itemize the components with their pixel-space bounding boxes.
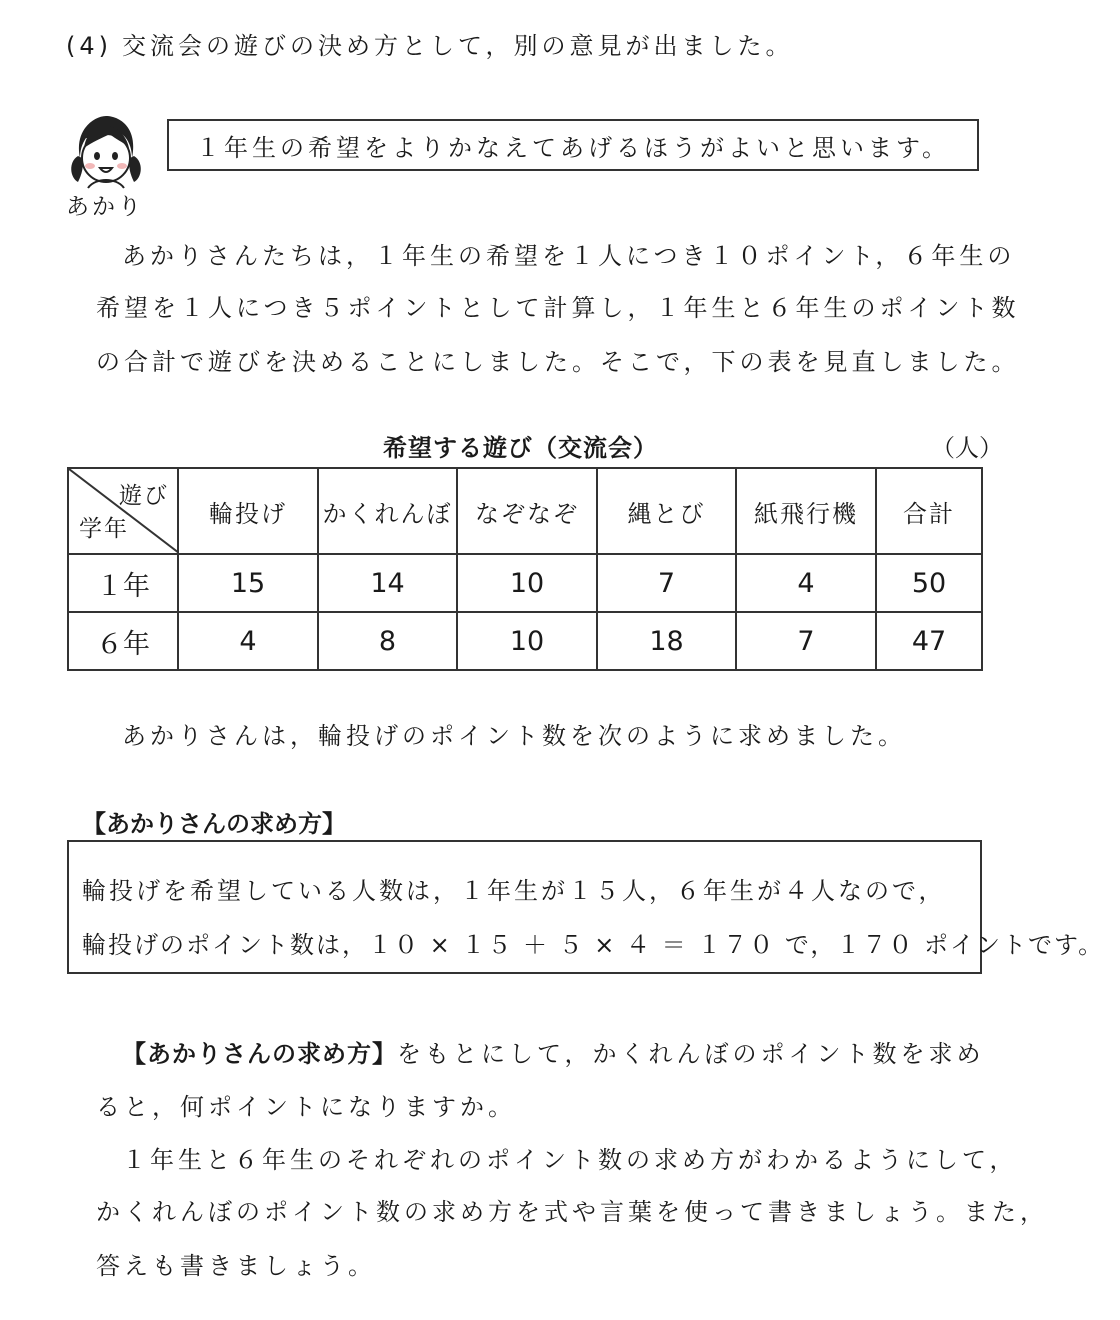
table-header-row: [68, 468, 982, 554]
paragraph-4-line-1: １年生と６年生のそれぞれのポイント数の求め方がわかるようにして，: [122, 1146, 1018, 1174]
table-corner-cell: [68, 468, 178, 554]
cell-value: 4: [178, 612, 318, 670]
table-title: 希望する遊び（交流会）: [383, 434, 658, 462]
question-intro: 交流会の遊びの決め方として，別の意見が出ました。: [122, 32, 794, 60]
cell-value: 10: [457, 612, 597, 670]
speech-text: １年生の希望をよりかなえてあげるほうがよいと思います。: [195, 133, 951, 162]
method-title: 【あかりさんの求め方】: [82, 810, 346, 838]
corner-label-play: 遊び: [119, 483, 169, 509]
corner-label-grade: 学年: [79, 516, 129, 542]
paragraph-1-line-3: の合計で遊びを決めることにしました。そこで，下の表を見直しました。: [96, 348, 1020, 376]
paragraph-3-rest: をもとにして，かくれんぼのポイント数を求め: [397, 1040, 985, 1068]
row-grade-1: １年: [68, 554, 178, 612]
cell-value: 4: [736, 554, 876, 612]
cell-value: 15: [178, 554, 318, 612]
cell-value: 8: [318, 612, 457, 670]
paragraph-2: あかりさんは，輪投げのポイント数を次のように求めました。: [122, 722, 906, 750]
girl-avatar-icon: [66, 112, 146, 192]
paragraph-1-line-2: 希望を１人につき５ポイントとして計算し，１年生と６年生のポイント数: [96, 294, 1020, 322]
header-total: 合計: [876, 468, 982, 554]
question-number: (4): [66, 32, 112, 60]
play-preference-table: [67, 467, 983, 671]
speech-box: [167, 119, 979, 171]
cell-total: 50: [876, 554, 982, 612]
paragraph-3-line-1: [122, 1042, 985, 1066]
cell-value: 14: [318, 554, 457, 612]
header-hide-and-seek: かくれんぼ: [318, 468, 457, 554]
method-line-1: 輪投げを希望している人数は，１年生が１５人，６年生が４人なので，: [82, 877, 946, 905]
table-row: [68, 612, 982, 670]
paragraph-1-line-1: あかりさんたちは，１年生の希望を１人につき１０ポイント，６年生の: [122, 242, 1016, 270]
table-row: [68, 554, 982, 612]
paragraph-4-line-2: かくれんぼのポイント数の求め方を式や言葉を使って書きましょう。また，: [96, 1198, 1048, 1226]
cell-value: 7: [597, 554, 736, 612]
paragraph-3-line-2: ると，何ポイントになりますか。: [96, 1093, 516, 1121]
header-ring-toss: 輪投げ: [178, 468, 318, 554]
cell-value: 7: [736, 612, 876, 670]
paragraph-4-line-3: 答えも書きましょう。: [96, 1252, 376, 1280]
header-jump-rope: 縄とび: [597, 468, 736, 554]
header-paper-airplane: 紙飛行機: [736, 468, 876, 554]
cell-value: 10: [457, 554, 597, 612]
speaker-name: あかり: [66, 194, 144, 220]
paragraph-3-bold: 【あかりさんの求め方】: [122, 1040, 397, 1068]
row-grade-6: ６年: [68, 612, 178, 670]
header-riddles: なぞなぞ: [457, 468, 597, 554]
method-line-2: 輪投げのポイント数は，１０ × １５ ＋ ５ × ４ ＝ １７０ で，１７０ ポイントです。: [82, 931, 1105, 959]
cell-total: 47: [876, 612, 982, 670]
table-unit: （人）: [931, 434, 1003, 462]
cell-value: 18: [597, 612, 736, 670]
